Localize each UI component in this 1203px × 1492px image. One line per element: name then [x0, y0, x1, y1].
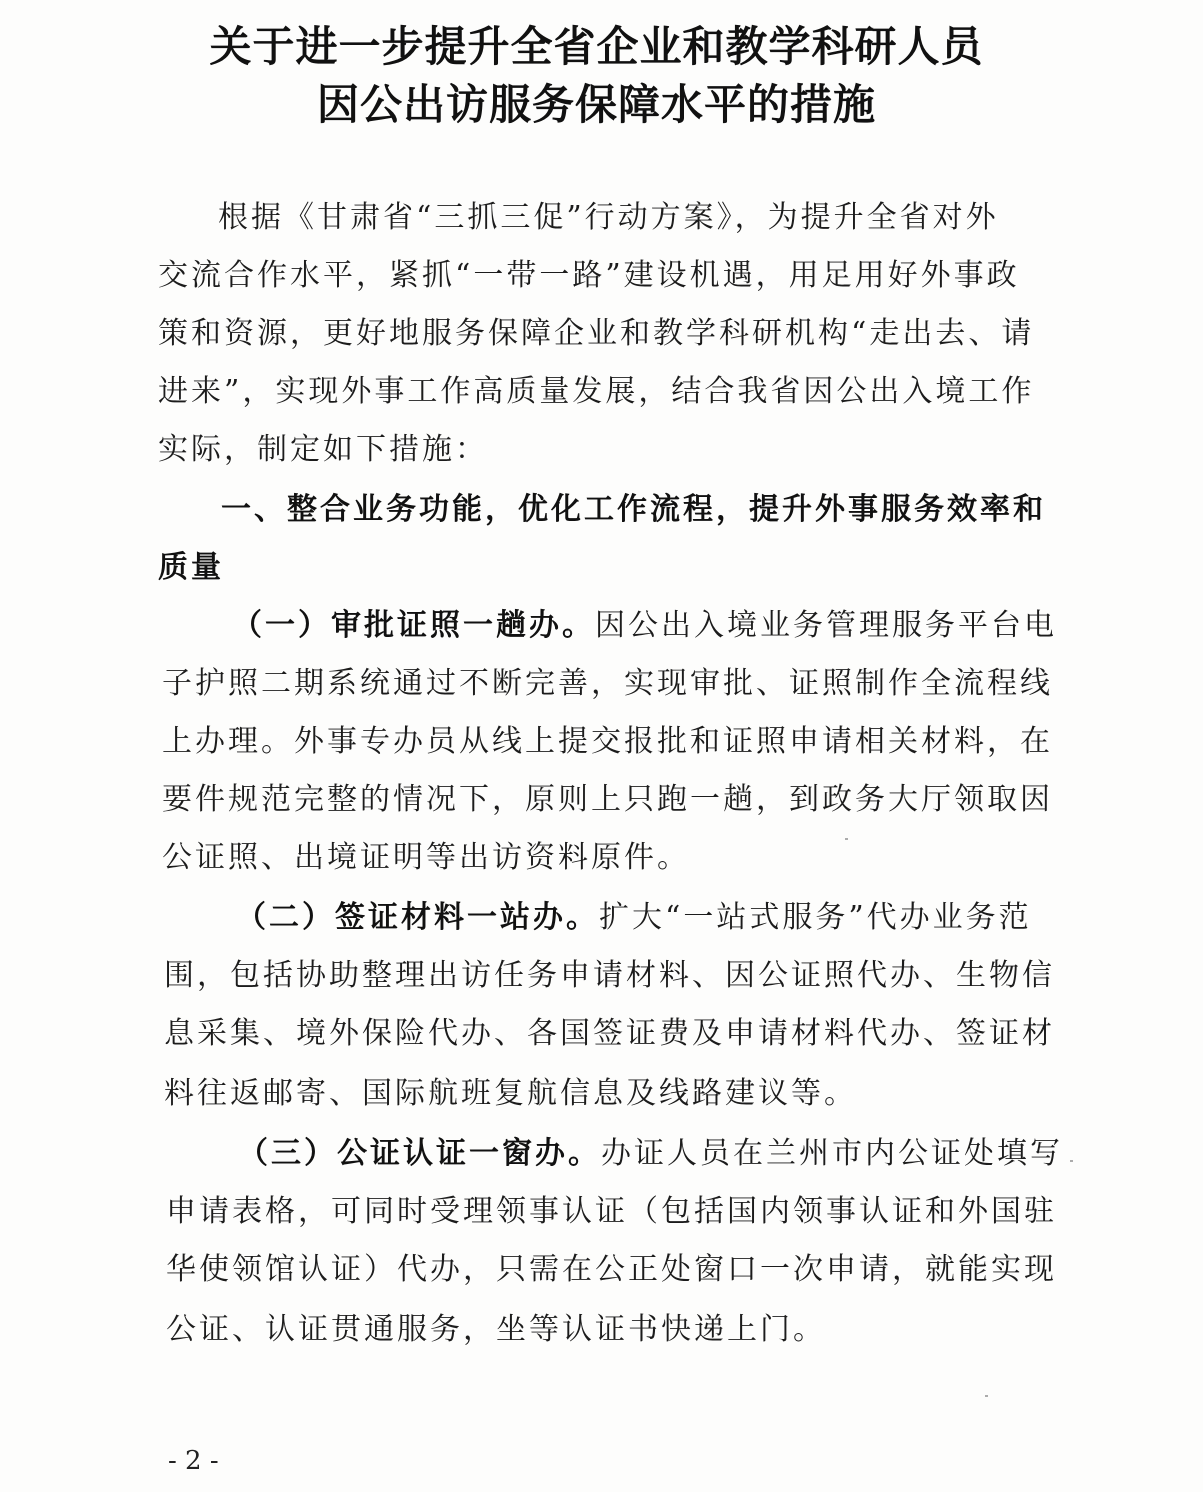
document-title-line-2: 因公出访服务保障水平的措施 — [316, 80, 876, 129]
document-title-line-1: 关于进一步提升全省企业和教学科研人员 — [209, 22, 984, 71]
item-1-first-line — [232, 606, 1057, 646]
item-1-line-4: 要件规范完整的情况下，原则上只跑一趟，到政务大厅领取因 — [162, 782, 1053, 817]
item-1-line-5: 公证照、出境证明等出访资料原件。 — [162, 840, 690, 875]
intro-line-2: 交流合作水平，紧抓“一带一路”建设机遇，用足用好外事政 — [158, 258, 1020, 293]
item-1-label: （一）审批证照一趟办。 — [232, 608, 595, 643]
intro-line-4: 进来”，实现外事工作高质量发展，结合我省因公出入境工作 — [158, 374, 1035, 409]
item-2-line-2: 围，包括协助整理出访任务申请材料、因公证照代办、生物信 — [164, 958, 1055, 993]
item-3-line-3: 华使领馆认证）代办，只需在公正处窗口一次申请，就能实现 — [166, 1252, 1057, 1287]
item-1-first-line-text: 因公出入境业务管理服务平台电 — [595, 608, 1057, 643]
scan-speck — [845, 838, 848, 840]
item-3-first-line-text: 办证人员在兰州市内公证处填写 — [601, 1136, 1063, 1171]
item-3-line-2: 申请表格，可同时受理领事认证（包括国内领事认证和外国驻 — [166, 1194, 1057, 1229]
scan-speck — [1070, 1160, 1073, 1162]
scan-speck — [985, 1395, 988, 1397]
item-3-first-line — [238, 1134, 1063, 1174]
item-2-first-line — [236, 898, 1032, 938]
item-3-label: （三）公证认证一窗办。 — [238, 1136, 601, 1171]
item-3-line-4: 公证、认证贯通服务，坐等认证书快递上门。 — [166, 1312, 826, 1347]
intro-line-1: 根据《甘肃省“三抓三促”行动方案》，为提升全省对外 — [218, 200, 999, 235]
intro-line-3: 策和资源，更好地服务保障企业和教学科研机构“走出去、请 — [158, 316, 1035, 351]
item-2-first-line-text: 扩大“一站式服务”代办业务范 — [599, 900, 1032, 935]
item-1-line-3: 上办理。外事专办员从线上提交报批和证照申请相关材料，在 — [162, 724, 1053, 759]
item-1-line-2: 子护照二期系统通过不断完善，实现审批、证照制作全流程线 — [162, 666, 1053, 701]
intro-line-5: 实际，制定如下措施： — [158, 432, 488, 467]
item-2-line-3: 息采集、境外保险代办、各国签证费及申请材料代办、签证材 — [164, 1016, 1055, 1051]
section-1-heading-line-1: 一、整合业务功能，优化工作流程，提升外事服务效率和 — [221, 492, 1046, 527]
section-1-heading-line-2: 质量 — [158, 550, 224, 585]
item-2-label: （二）签证材料一站办。 — [236, 900, 599, 935]
item-2-line-4: 料往返邮寄、国际航班复航信息及线路建议等。 — [164, 1076, 857, 1111]
page-number: - 2 - — [168, 1446, 219, 1476]
